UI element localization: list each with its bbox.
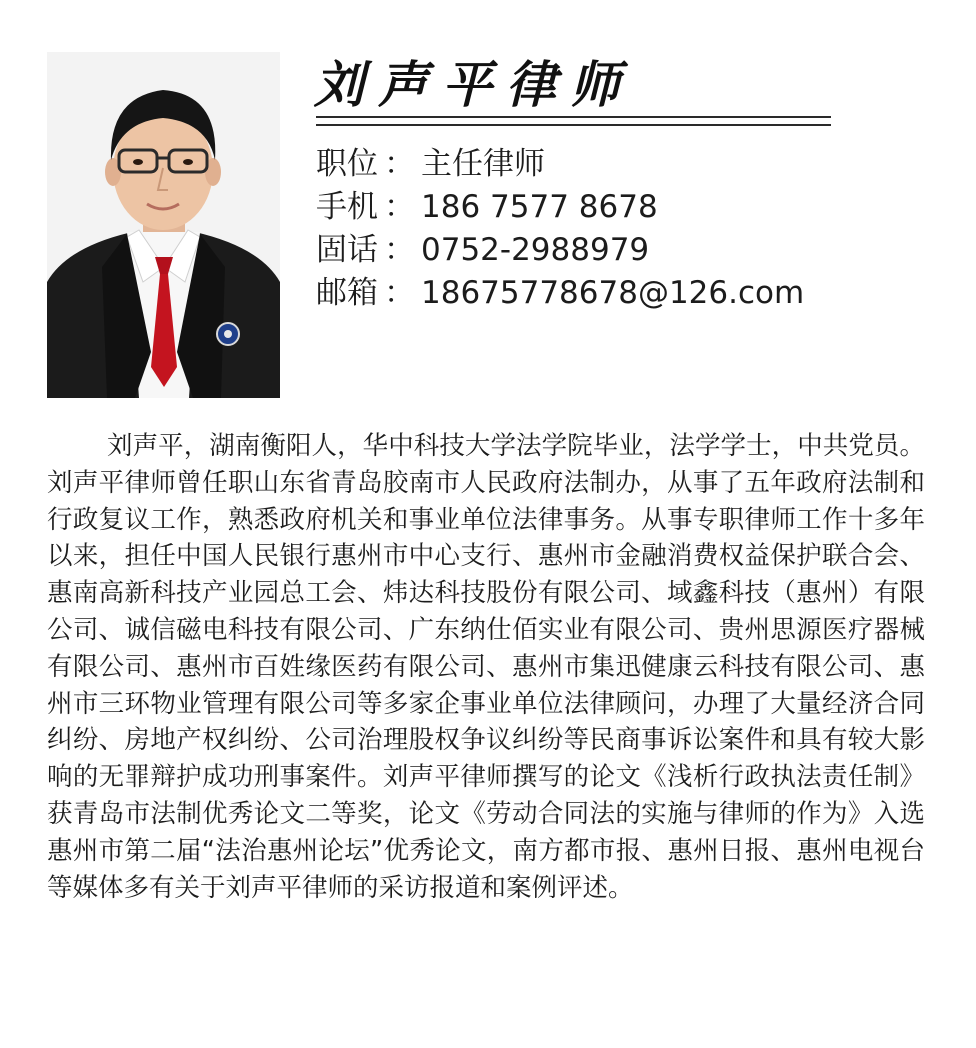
title-divider-top (316, 116, 831, 118)
email-row (316, 272, 804, 315)
lawyer-portrait-photo (47, 52, 280, 398)
position-label: 职位 (316, 146, 378, 182)
title-divider-bottom (316, 124, 831, 126)
mobile-row (316, 186, 804, 229)
mobile-label: 手机 (316, 189, 378, 225)
position-value: 主任律师 (421, 146, 545, 182)
position-row (316, 143, 804, 186)
contact-info-list (316, 143, 804, 315)
landline-row (316, 229, 804, 272)
landline-label: 固话 (316, 232, 378, 268)
biography-paragraph: 刘声平，湖南衡阳人，华中科技大学法学院毕业，法学学士，中共党员。刘声平律师曾任职山东省青岛胶南市人民政府法制办，从事了五年政府法制和行政复议工作，熟悉政府机关和事业单位法律事务。从事专职律师工作十多年以来，担任中国人民银行惠州市中心支行、惠州市金融消费权益保护联合会、惠南高新科技产业园总工会、炜达科技股份有限公司、域鑫科技（惠州）有限公司、诚信磁电科技有限公司、广东纳仕佰实业有限公司、贵州思源医疗器械有限公司、惠州市百姓缘医药有限公司、惠州市集迅健康云科技有限公司、惠州市三环物业管理有限公司等多家企事业单位法律顾问，办理了大量经济合同纠纷、房地产权纠纷、公司治理股权争议纠纷等民商事诉讼案件和具有较大影响的无罪辩护成功刑事案件。刘声平律师撰写的论文《浅析行政执法责任制》获青岛市法制优秀论文二等奖，论文《劳动合同法的实施与律师的作为》入选惠州市第二届“法治惠州论坛”优秀论文，南方都市报、惠州日报、惠州电视台等媒体多有关于刘声平律师的采访报道和案例评述。 (47, 431, 925, 903)
lawyer-name-title: 刘声平律师 (314, 55, 634, 114)
email-value: 18675778678@126.com (421, 275, 805, 311)
email-separator: ： (384, 275, 415, 311)
position-separator: ： (384, 146, 415, 182)
landline-separator: ： (384, 232, 415, 268)
email-label: 邮箱 (316, 275, 378, 311)
mobile-separator: ： (384, 189, 415, 225)
landline-value: 0752-2988979 (421, 232, 650, 268)
mobile-value: 186 7577 8678 (421, 189, 658, 225)
